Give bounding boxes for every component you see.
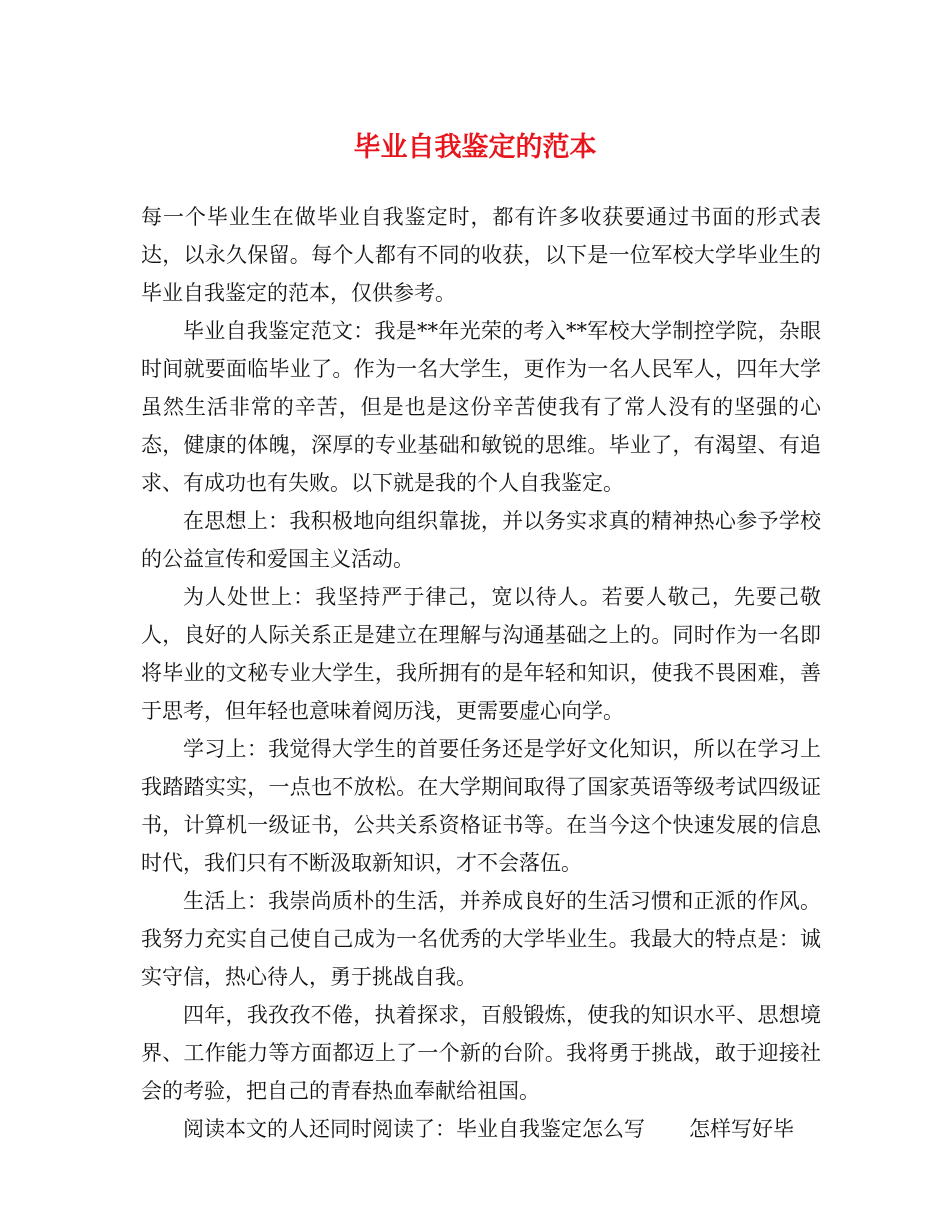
paragraph-life: 生活上：我崇尚质朴的生活，并养成良好的生活习惯和正派的作风。我努力充实自己使自己成为一名优秀的大学毕业生。我最大的特点是：诚实守信，热心待人，勇于挑战自我。 xyxy=(141,889,821,989)
paragraph-conduct: 为人处世上：我坚持严于律己，宽以待人。若要人敬己，先要己敬人，良好的人际关系正是建立在理解与沟通基础之上的。同时作为一名即将毕业的文秘专业大学生，我所拥有的是年轻和知识，使我不畏困难，善于思考，但年轻也意味着阅历浅，更需要虚心向学。 xyxy=(141,585,821,723)
document-title: 毕业自我鉴定的范本 xyxy=(353,132,597,163)
paragraph-sample-intro: 毕业自我鉴定范文：我是**年光荣的考入**军校大学制控学院，杂眼时间就要面临毕业了。作为一名大学生，更作为一名人民军人，四年大学虽然生活非常的辛苦，但是也是这份辛苦使我有了常人没有的坚强的心态，健康的体魄，深厚的专业基础和敏锐的思维。毕业了，有渴望、有追求、有成功也有失败。以下就是我的个人自我鉴定。 xyxy=(141,319,821,495)
paragraph-intro: 每一个毕业生在做毕业自我鉴定时，都有许多收获要通过书面的形式表达，以永久保留。每个人都有不同的收获，以下是一位军校大学毕业生的毕业自我鉴定的范本，仅供参考。 xyxy=(141,205,821,305)
paragraph-thought: 在思想上：我积极地向组织靠拢，并以务实求真的精神热心参予学校的公益宣传和爱国主义活动。 xyxy=(141,509,821,571)
document-body xyxy=(141,198,821,1148)
related-link-1[interactable]: 毕业自我鉴定怎么写 xyxy=(456,1117,645,1141)
paragraph-conclusion: 四年，我孜孜不倦，执着探求，百般锻炼，使我的知识水平、思想境界、工作能力等方面都迈上了一个新的台阶。我将勇于挑战，敢于迎接社会的考验，把自己的青春热血奉献给祖国。 xyxy=(141,1003,821,1103)
paragraph-study: 学习上：我觉得大学生的首要任务还是学好文化知识，所以在学习上我踏踏实实，一点也不放松。在大学期间取得了国家英语等级考试四级证书，计算机一级证书，公共关系资格证书等。在当今这个快速发展的信息时代，我们只有不断汲取新知识，才不会落伍。 xyxy=(141,737,821,875)
related-reading xyxy=(141,1110,821,1148)
related-reading-prefix: 阅读本文的人还同时阅读了： xyxy=(183,1117,456,1141)
related-link-2[interactable]: 怎样写好毕 xyxy=(689,1117,794,1141)
